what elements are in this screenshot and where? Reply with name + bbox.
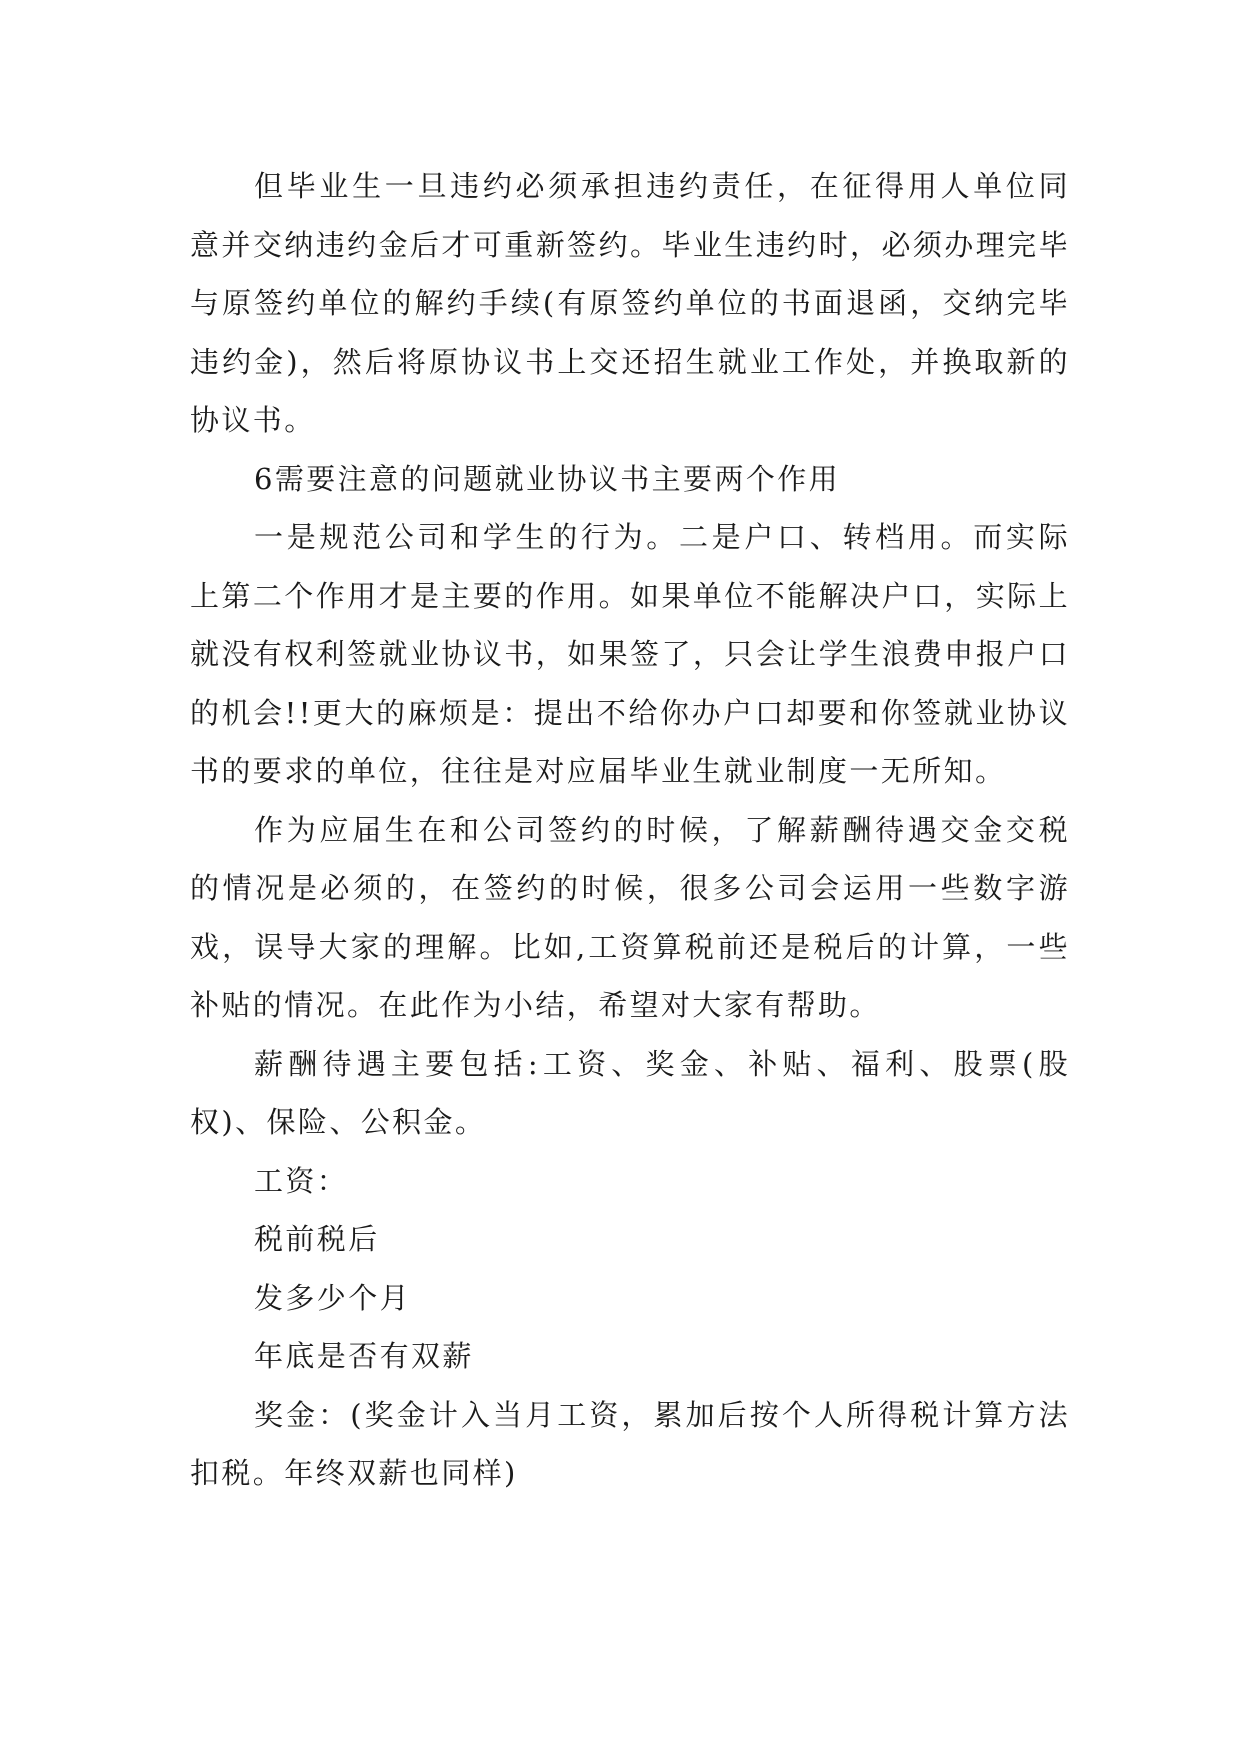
paragraph-salary-understanding: 作为应届生在和公司签约的时候，了解薪酬待遇交金交税的情况是必须的，在签约的时候，很多公司会运用一些数字游戏，误导大家的理解。比如,工资算税前还是税后的计算，一些补贴的情况。在此作为小结，希望对大家有帮助。 — [190, 812, 1070, 1022]
paragraph-salary-components: 薪酬待遇主要包括:工资、奖金、补贴、福利、股票(股权)、保险、公积金。 — [190, 1046, 1070, 1139]
paragraph-double-salary: 年底是否有双薪 — [254, 1339, 474, 1373]
paragraph-wage-label: 工资： — [254, 1163, 349, 1198]
paragraph-pre-post-tax: 税前税后 — [254, 1222, 380, 1256]
paragraph-months-paid: 发多少个月 — [254, 1280, 412, 1315]
paragraph-breach-of-contract: 但毕业生一旦违约必须承担违约责任，在征得用人单位同意并交纳违约金后才可重新签约。毕业生违约时，必须办理完毕与原签约单位的解约手续(有原签约单位的书面退函，交纳完毕违约金)，然后将原协议书上交还招生就业工作处，并换取新的协议书。 — [190, 169, 1070, 437]
document-body — [190, 157, 1070, 1503]
paragraph-heading-notes: 6需要注意的问题就业协议书主要两个作用 — [254, 461, 841, 496]
paragraph-bonus: 奖金：(奖金计入当月工资，累加后按个人所得税计算方法扣税。年终双薪也同样) — [190, 1397, 1070, 1490]
paragraph-agreement-purpose: 一是规范公司和学生的行为。二是户口、转档用。而实际上第二个作用才是主要的作用。如果单位不能解决户口，实际上就没有权利签就业协议书，如果签了，只会让学生浪费申报户口的机会!!更大的麻烦是：提出不给你办户口却要和你签就业协议书的要求的单位，往往是对应届毕业生就业制度一无所知。 — [190, 520, 1070, 788]
